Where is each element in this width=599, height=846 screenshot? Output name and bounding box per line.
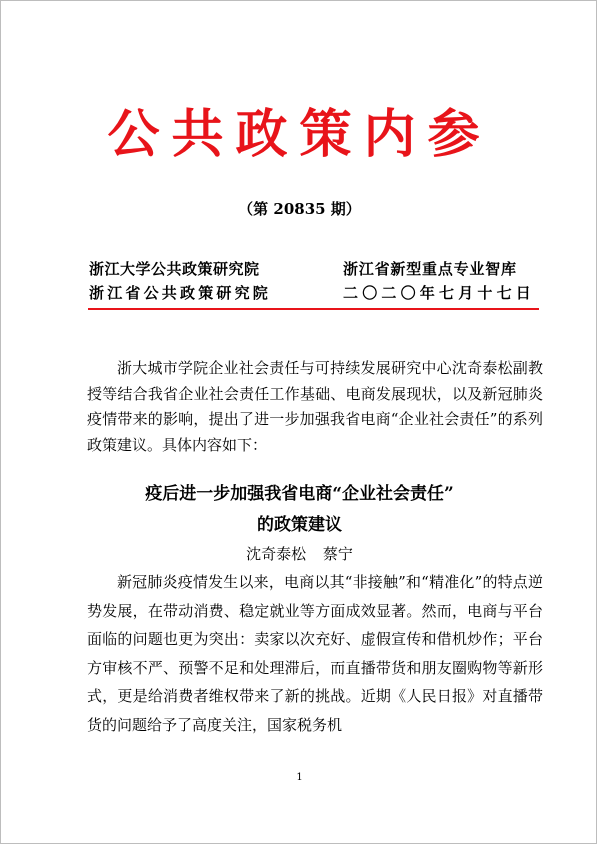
article-title-line-2: 的政策建议 <box>257 515 342 535</box>
header-divider <box>88 308 539 310</box>
article-body-paragraph: 新冠肺炎疫情发生以来，电商以其“非接触”和“精准化”的特点逆势发展，在带动消费、稳定就业等方面成效显著。然而，电商与平台面临的问题也更为突出：卖家以次充好、虚假宣传和借机炒作；平台方审核不严、预警不足和处理滞后，而直播带货和朋友圈购物等新形式，更是给消费者维权带来了新的挑战。近期《人民日报》对直播带货的问题给予了高度关注，国家税务机 <box>87 573 543 734</box>
intro-paragraph: 浙大城市学院企业社会责任与可持续发展研究中心沈奇泰松副教授等结合我省企业社会责任工作基础、电商发展现状，以及新冠肺炎疫情带来的影响，提出了进一步加强我省电商“企业社会责任”的系列政策建议。具体内容如下： <box>87 359 543 454</box>
issue-number: （第 20835 期） <box>238 200 361 218</box>
publisher-name-2: 浙江省公共政策研究院 <box>89 284 272 302</box>
page-number: 1 <box>296 772 303 783</box>
article-authors: 沈奇泰松 蔡宁 <box>246 545 353 563</box>
article-title-line-1: 疫后进一步加强我省电商“企业社会责任” <box>145 484 454 504</box>
masthead-title: 公共政策内参 <box>107 104 492 165</box>
publication-date: 二〇二〇年七月十七日 <box>343 284 536 302</box>
think-tank-label: 浙江省新型重点专业智库 <box>343 260 517 278</box>
publisher-name-1: 浙江大学公共政策研究院 <box>89 260 260 278</box>
